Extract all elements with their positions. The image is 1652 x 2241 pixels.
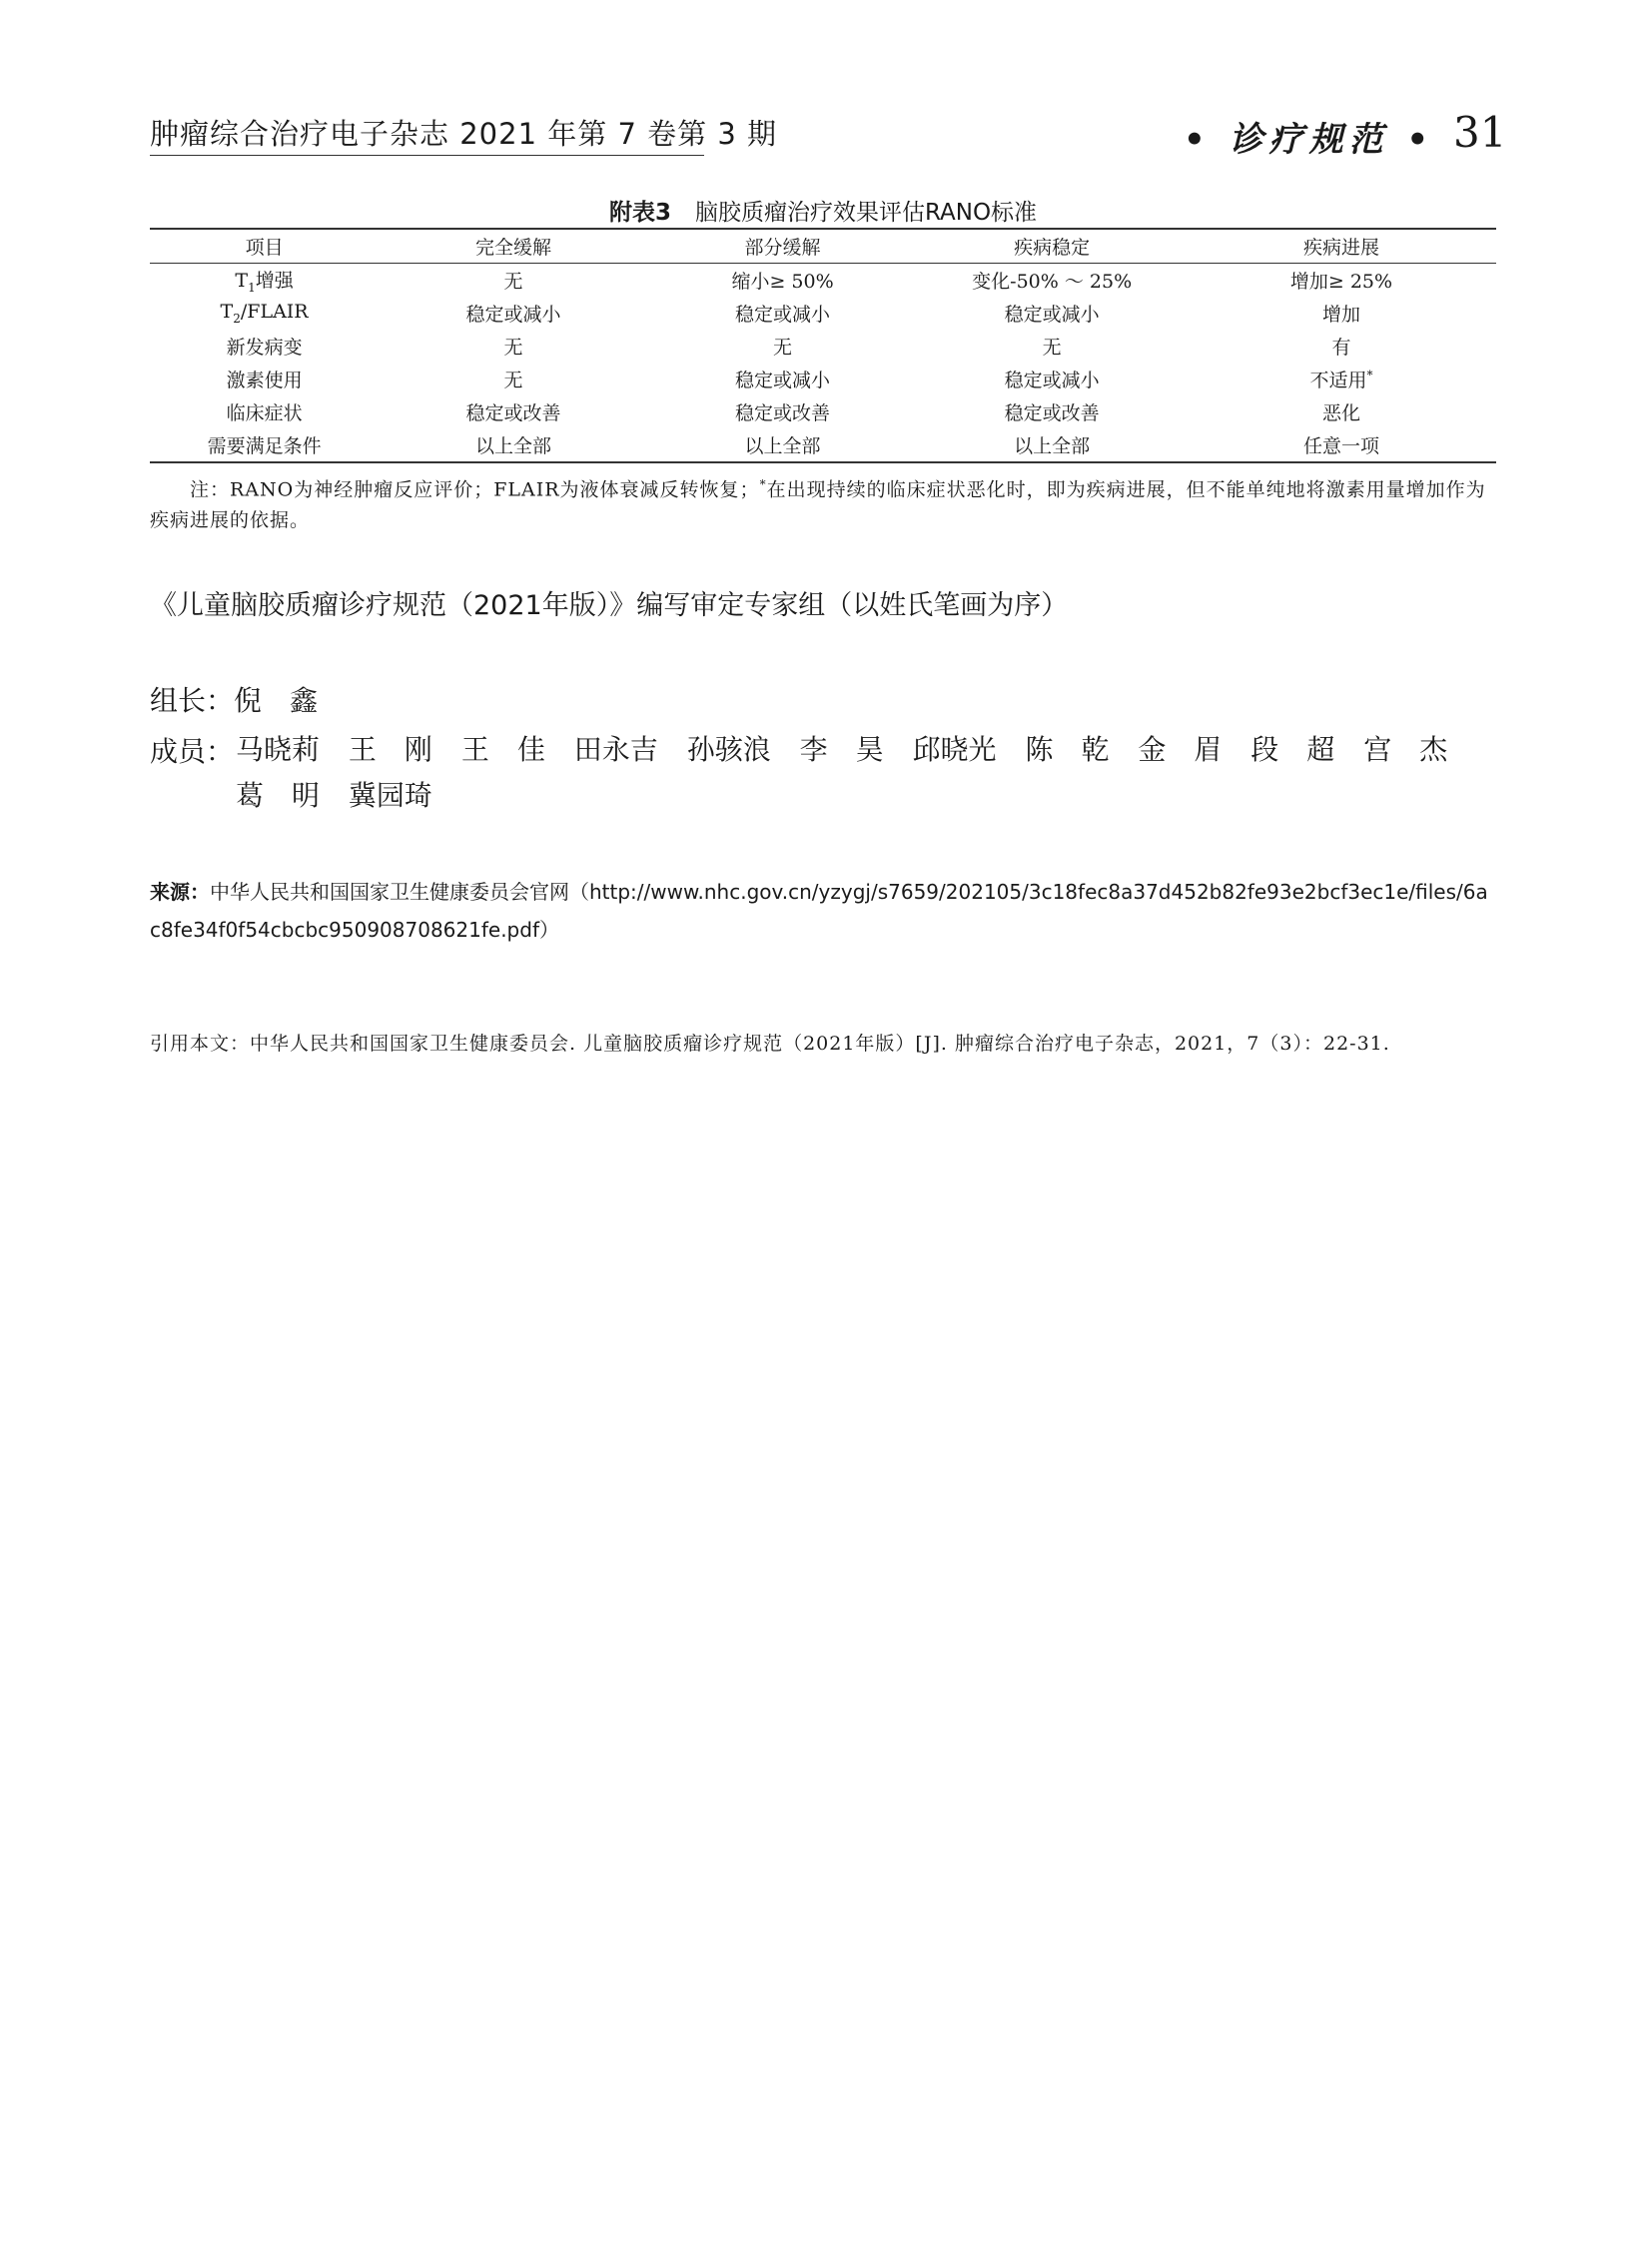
table-cell: 以上全部 bbox=[474, 435, 551, 457]
member-name: 金 眉 bbox=[1138, 733, 1223, 766]
column-header: 完全缓解 bbox=[474, 237, 551, 259]
row-label: 新发病变 bbox=[226, 337, 303, 359]
row-label: $T_2$/FLAIR bbox=[220, 301, 309, 326]
table-cell: 恶化 bbox=[1321, 402, 1360, 424]
footnote-marker: * bbox=[1366, 368, 1373, 382]
table-cell: 稳定或改善 bbox=[465, 402, 561, 424]
member-name: 王 佳 bbox=[460, 733, 545, 766]
leader-name: 倪 鑫 bbox=[234, 684, 319, 717]
table-caption-title: 脑胶质瘤治疗效果评估RANO标准 bbox=[694, 200, 1038, 226]
member-name: 冀园琦 bbox=[348, 779, 432, 812]
table-cell: 稳定或改善 bbox=[735, 402, 831, 424]
table-row bbox=[150, 297, 1496, 330]
row-label: $T_1$增强 bbox=[235, 270, 294, 295]
section-label: • 诊疗规范 • bbox=[1184, 120, 1435, 160]
header-rule bbox=[150, 155, 704, 156]
table-cell: 稳定或改善 bbox=[1004, 402, 1100, 424]
member-name: 葛 明 bbox=[236, 779, 321, 812]
table-cell: 任意一项 bbox=[1302, 435, 1379, 457]
table-cell: 缩小≥ 50% bbox=[731, 271, 834, 293]
table-cell: 稳定或减小 bbox=[1004, 304, 1100, 326]
table-row bbox=[150, 330, 1496, 363]
row-label: 临床症状 bbox=[226, 402, 303, 424]
row-label: 激素使用 bbox=[226, 370, 303, 391]
member-name: 陈 乾 bbox=[1025, 733, 1110, 766]
table-cell: 无 bbox=[1042, 337, 1062, 359]
member-name: 王 刚 bbox=[348, 733, 432, 766]
member-name: 邱晓光 bbox=[912, 733, 997, 766]
table-cell: 无 bbox=[503, 370, 523, 391]
table-cell: 稳定或减小 bbox=[1004, 370, 1100, 391]
member-name: 马晓莉 bbox=[236, 733, 321, 766]
table-row bbox=[150, 363, 1496, 395]
column-header: 疾病进展 bbox=[1302, 237, 1379, 259]
table-cell: 无 bbox=[503, 271, 523, 293]
member-name: 段 超 bbox=[1250, 733, 1335, 766]
row-label: 需要满足条件 bbox=[207, 435, 322, 457]
table-header-row bbox=[150, 229, 1496, 264]
source-note bbox=[150, 873, 1496, 949]
table-cell: 增加 bbox=[1321, 304, 1360, 326]
table-cell: 稳定或减小 bbox=[735, 370, 831, 391]
table-cell: 变化-50% ～ 25% bbox=[972, 271, 1133, 293]
column-header: 项目 bbox=[245, 237, 284, 259]
source-label: 来源： bbox=[150, 880, 210, 904]
table-note: 注：RANO为神经肿瘤反应评价；FLAIR为液体衰减反转恢复；*在出现持续的临床症状恶化时，即为疾病进展，但不能单纯地将激素用量增加作为疾病进展的依据。 bbox=[150, 477, 1486, 532]
group-leader bbox=[150, 679, 318, 719]
table-caption-number: 附表3 bbox=[608, 200, 671, 226]
table-cell: 有 bbox=[1331, 337, 1351, 359]
table-cell: 稳定或减小 bbox=[465, 304, 561, 326]
rano-criteria-table bbox=[150, 228, 1496, 463]
member-name: 孙骇浪 bbox=[686, 733, 771, 766]
table-cell: 无 bbox=[503, 337, 523, 359]
table-row bbox=[150, 428, 1496, 462]
column-header: 部分缓解 bbox=[744, 237, 821, 259]
member-name: 宫 杰 bbox=[1363, 733, 1448, 766]
member-name: 田永吉 bbox=[573, 733, 658, 766]
table-cell: 无 bbox=[773, 337, 793, 359]
journal-title: 肿瘤综合治疗电子杂志 2021 年第 7 卷第 3 期 bbox=[150, 117, 778, 151]
citation: 引用本文：中华人民共和国国家卫生健康委员会. 儿童脑胶质瘤诊疗规范（2021年版）[J]. 肿瘤综合治疗电子杂志，2021，7（3）：22-31. bbox=[150, 1033, 1390, 1055]
table-cell: 稳定或减小 bbox=[735, 304, 831, 326]
leader-label: 组长： bbox=[150, 684, 235, 717]
table-cell: 以上全部 bbox=[1014, 435, 1091, 457]
table-cell: 增加≥ 25% bbox=[1289, 271, 1393, 293]
member-name: 李 昊 bbox=[799, 733, 884, 766]
table-cell: 不适用* bbox=[1309, 368, 1373, 391]
members-label: 成员： bbox=[150, 735, 235, 768]
table-cell: 以上全部 bbox=[744, 435, 821, 457]
column-header: 疾病稳定 bbox=[1014, 237, 1091, 259]
table-caption bbox=[150, 194, 1496, 227]
page-number: 31 bbox=[1453, 108, 1507, 157]
table-row bbox=[150, 395, 1496, 428]
members-list bbox=[236, 727, 1496, 819]
expert-group-heading: 《儿童脑胶质瘤诊疗规范（2021年版）》编写审定专家组（以姓氏笔画为序） bbox=[150, 590, 1069, 621]
source-text: 中华人民共和国国家卫生健康委员会官网（http://www.nhc.gov.cn/yzygj/s7659/202105/3c18fec8a37d452b82fe93e2bcf3ec1e/files/6ac8fe34f0f54cbcbc950908708621fe.pdf） bbox=[150, 880, 1488, 942]
table-row bbox=[150, 264, 1496, 298]
